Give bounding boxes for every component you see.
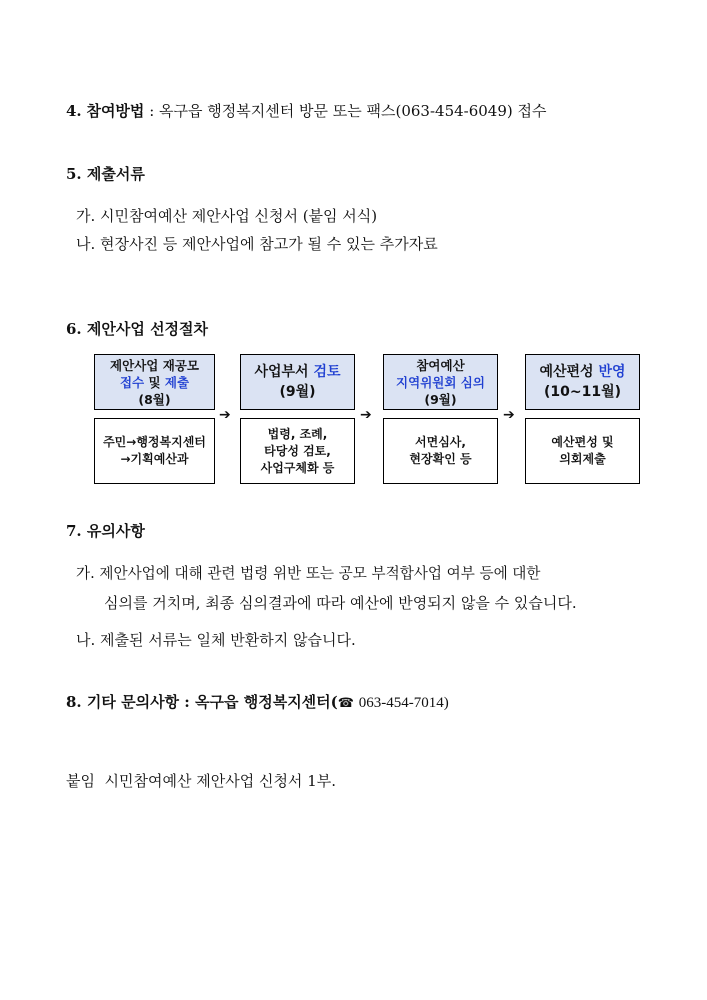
section-8-paren: (	[330, 693, 338, 711]
section-7-item-1-line-1: 가. 제안사업에 대해 관련 법령 위반 또는 공모 부적합사업 여부 등에 대한	[76, 565, 541, 582]
flow-step-3-period: (9월)	[424, 391, 457, 407]
flow-step-2-title: 사업부서 검토	[254, 364, 341, 380]
flow-step-1-period: (8월)	[138, 391, 171, 407]
phone-icon: ☎	[337, 696, 354, 711]
section-5-heading: 5. 제출서류	[66, 165, 145, 183]
flow-step-1-title: 제안사업 재공모	[110, 357, 199, 373]
flow-step-4-period: (10~11월)	[543, 384, 622, 400]
section-4-title: 참여방법	[86, 102, 145, 120]
flow-step-3-subtitle: 지역위원회 심의	[396, 374, 485, 390]
section-5-item-1: 가. 시민참여예산 제안사업 신청서 (붙임 서식)	[76, 207, 378, 225]
flow-step-3-title: 참여예산	[416, 357, 465, 373]
section-7-heading: 7. 유의사항	[66, 522, 145, 540]
flow-arrow-3: ➔	[503, 407, 515, 423]
flow-step-2-header	[240, 354, 355, 410]
section-7-item-1-line-2: 심의를 거치며, 최종 심의결과에 따라 예산에 반영되지 않을 수 있습니다.	[104, 594, 577, 612]
section-7-item-2: 나. 제출된 서류는 일체 반환하지 않습니다.	[76, 631, 356, 649]
flow-step-1-header	[94, 354, 215, 410]
flow-step-2-detail: 법령, 조례, 타당성 검토, 사업구체화 등	[240, 418, 355, 484]
section-8	[66, 691, 449, 712]
section-6-heading: 6. 제안사업 선정절차	[66, 320, 209, 338]
flow-step-1-subtitle: 접수 및 제출	[119, 374, 190, 390]
flow-step-4-detail: 예산편성 및 의회제출	[525, 418, 640, 484]
section-4-text: 옥구읍 행정복지센터 방문 또는 팩스(063-454-6049) 접수	[159, 102, 547, 120]
flow-step-1-detail: 주민→행정복지센터 →기획예산과	[94, 418, 215, 484]
section-4-number: 4.	[66, 102, 82, 120]
flow-step-3-detail: 서면심사, 현장확인 등	[383, 418, 498, 484]
section-8-phone: 063-454-7014)	[358, 695, 449, 711]
flow-step-4-header	[525, 354, 640, 410]
attachment-line: 붙임 시민참여예산 제안사업 신청서 1부.	[66, 772, 336, 790]
flow-step-2-period: (9월)	[279, 384, 316, 400]
section-4	[66, 100, 547, 121]
flow-arrow-1: ➔	[219, 407, 231, 423]
section-4-colon: :	[149, 102, 155, 120]
flow-step-4-title: 예산편성 반영	[539, 364, 626, 380]
section-5-item-2: 나. 현장사진 등 제안사업에 참고가 될 수 있는 추가자료	[76, 235, 438, 253]
flow-arrow-2: ➔	[360, 407, 372, 423]
flow-step-3-header	[383, 354, 498, 410]
section-8-heading: 8. 기타 문의사항 : 옥구읍 행정복지센터	[66, 693, 331, 711]
